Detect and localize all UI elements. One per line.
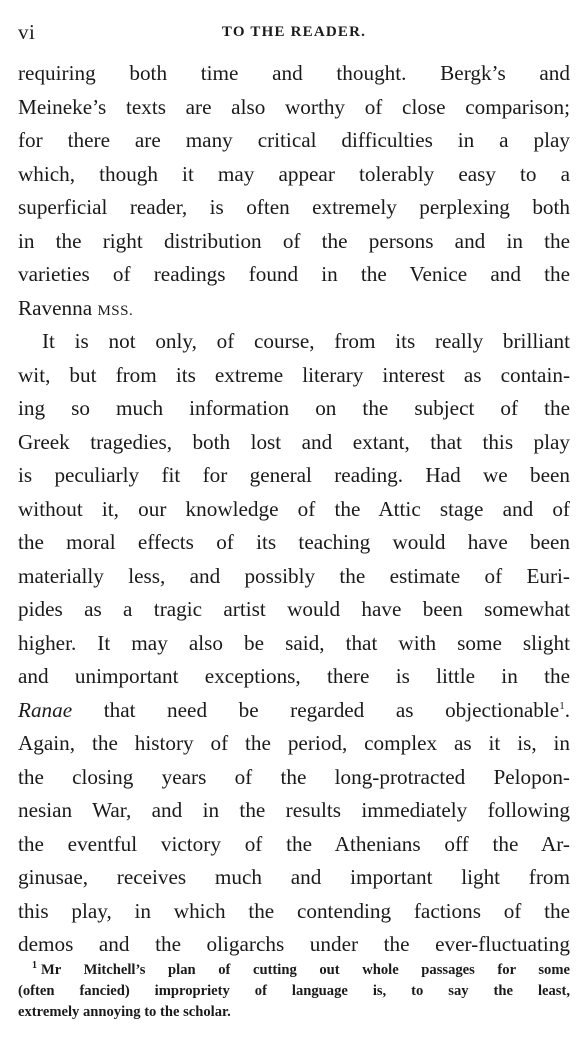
text-line: the closing years of the long-protracted Pelopon- (18, 764, 570, 789)
footnote (18, 960, 570, 1023)
text-line: is peculiarly fit for general reading. Had we been (18, 463, 570, 487)
text-line: Greek tragedies, both lost and extant, that this play (18, 429, 570, 454)
text-line: pides as a tragic artist would have been somewhat (18, 597, 570, 621)
text-line: ing so much information on the subject of the (18, 396, 570, 420)
text-line: Meineke’s texts are also worthy of close comparison; (18, 94, 570, 119)
text-line-ravenna (18, 292, 570, 326)
ravenna-word: Ravenna (18, 295, 93, 320)
text-line: materially less, and possibly the estimate of Euri- (18, 563, 570, 588)
text-line: the eventful victory of the Athenians off the Ar- (18, 831, 570, 856)
text-line: varieties of readings found in the Venice and the (18, 262, 570, 286)
footnote-reference[interactable]: 1 (559, 699, 565, 712)
ranae-end: . (564, 697, 570, 722)
text-line: wit, but from its extreme literary interest as contain- (18, 362, 570, 387)
page-header (18, 20, 570, 46)
text-line: which, though it may appear tolerably easy to a (18, 161, 570, 186)
text-line: in the right distribution of the persons and in the (18, 228, 570, 253)
body-text (18, 57, 570, 962)
ranae-rest: that need be regarded as objectionable (72, 697, 560, 722)
footnote-line: (often fancied) impropriety of language is, to say the least, (18, 983, 570, 999)
text-line: ginusae, receives much and important light from (18, 865, 570, 889)
text-line: this play, in which the contending factions of the (18, 898, 570, 923)
text-line: higher. It may also be said, that with some slight (18, 630, 570, 655)
footnote-line (18, 960, 570, 981)
text-line-paragraph-start: It is not only, of course, from its really brilliant (42, 329, 570, 353)
page-number: vi (18, 20, 36, 44)
text-line: superficial reader, is often extremely perplexing both (18, 195, 570, 219)
text-line: and unimportant exceptions, there is little in the (18, 664, 570, 688)
footnote-line: extremely annoying to the scholar. (18, 1004, 231, 1020)
ranae-title: Ranae (18, 697, 73, 722)
text-line: Again, the history of the period, complex as it is, in (18, 731, 570, 755)
text-line: demos and the oligarchs under the ever-fluctuating (18, 932, 570, 956)
text-line: nesian War, and in the results immediately following (18, 798, 570, 822)
text-line: requiring both time and thought. Bergk’s and (18, 61, 570, 85)
text-line: without it, our knowledge of the Attic stage and of (18, 496, 570, 521)
text-line-ranae (18, 694, 570, 728)
manuscripts-abbrev: MSS. (97, 302, 134, 319)
text-line: for there are many critical difficulties in a play (18, 128, 570, 152)
running-head: TO THE READER. (221, 24, 367, 40)
text-line: the moral effects of its teaching would have been (18, 530, 570, 554)
footnote-mark: 1 (32, 960, 37, 972)
footnote-text: Mr Mitchell’s plan of cutting out whole passages for some (41, 962, 570, 978)
